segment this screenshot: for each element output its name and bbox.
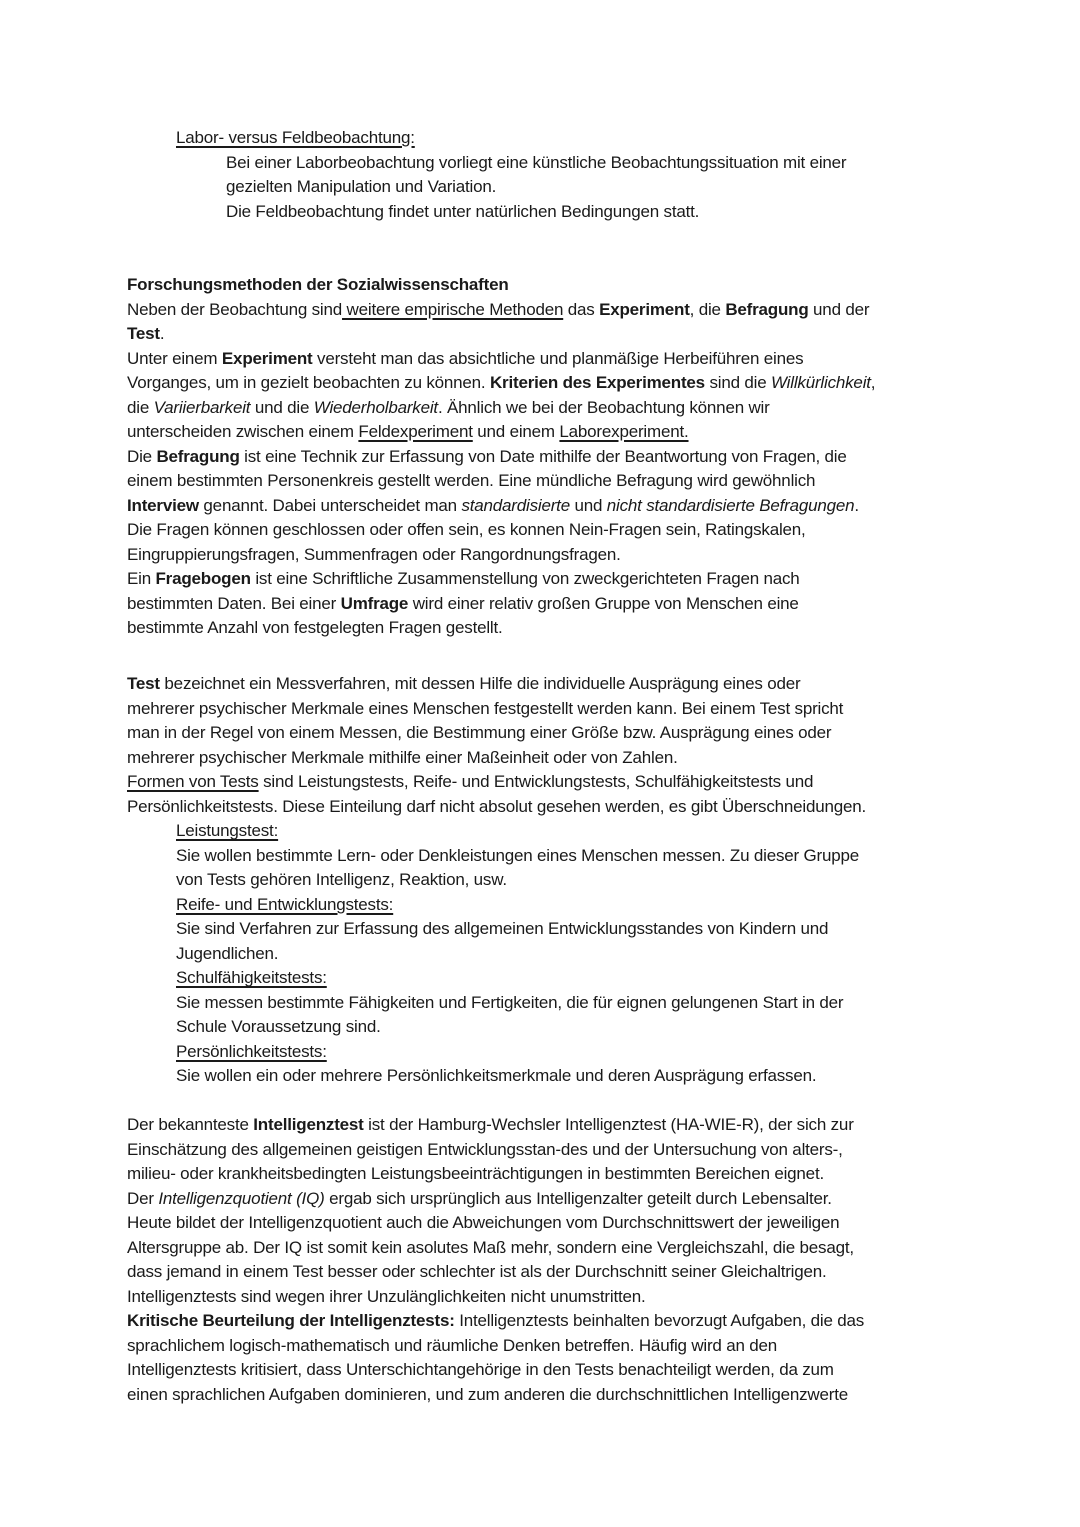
text-line [127, 616, 960, 641]
text-line [127, 592, 960, 617]
test-type-heading [176, 893, 960, 918]
bold-text: Kritische Beurteilung der Intelligenztests: [127, 1311, 455, 1331]
text-line [127, 697, 960, 722]
text-run: Eingruppierungsfragen, Summenfragen oder Rangordnungsfragen. [127, 544, 621, 564]
text-run: . [159, 324, 165, 343]
text-line [127, 567, 960, 592]
italic-text: nicht standardisierte Befragungen [606, 495, 855, 515]
text-run: Sie wollen ein oder mehrere Persönlichkeitsmerkmale und deren Ausprägung erfassen. [176, 1066, 817, 1086]
test-type-heading [176, 819, 960, 844]
text-run: Altersgruppe ab. Der IQ ist somit kein asolutes Maß mehr, sondern eine Vergleichszahl, die besagt, [127, 1237, 854, 1257]
text-run: und der [808, 299, 870, 319]
text-run: sind Leistungstests, Reife- und Entwicklungstests, Schulfähigkeitstests und [258, 772, 814, 792]
text-line [127, 746, 960, 771]
text-line [226, 200, 960, 225]
text-line [127, 518, 960, 543]
text-run: Neben der Beobachtung sind [127, 299, 343, 319]
text-run: Ein [127, 569, 156, 588]
text-run: und die [250, 397, 314, 417]
italic-text: standardisierte [461, 495, 570, 515]
text-run: Der [127, 1188, 159, 1208]
text-run: das [563, 299, 600, 319]
bold-text: Umfrage [340, 593, 409, 613]
text-line [176, 844, 960, 869]
text-run: von Tests gehören Intelligenz, Reaktion, usw. [176, 870, 507, 890]
text-line [127, 469, 960, 494]
italic-text: Variierbarkeit [153, 397, 251, 417]
test-type-heading [176, 1040, 960, 1065]
text-run: bestimmten Daten. Bei einer [127, 593, 341, 613]
text-run: Intelligenztests kritisiert, dass Unterschichtangehörige in den Tests benachteiligt werden, da zum [127, 1360, 834, 1380]
test-type-heading [176, 966, 960, 991]
underlined-text: Formen von Tests [127, 772, 259, 792]
text-line [127, 494, 960, 519]
italic-text: Intelligenzquotient (IQ) [158, 1188, 325, 1208]
text-run: . Ähnlich we bei der Beobachtung können wir [437, 397, 770, 417]
text-line [176, 991, 960, 1016]
text-line [127, 770, 960, 795]
section-heading [127, 273, 960, 298]
text-run: Vorganges, um in gezielt beobachten zu können. [127, 373, 490, 392]
text-line [176, 1064, 960, 1089]
text-line [127, 322, 960, 347]
text-run: genannt. Dabei unterscheidet man [198, 495, 462, 515]
text-line [127, 396, 960, 421]
text-run: Einschätzung des allgemeinen geistigen Entwicklungsstan-des und der Untersuchung von alters-, [127, 1139, 843, 1159]
text-run: dass jemand in einem Test besser oder schlechter ist als der Durchschnitt seiner Gleichaltrigen. [127, 1262, 827, 1282]
underlined-text: Reife- und Entwicklungstests: [176, 894, 394, 914]
text-run: Unter einem [127, 348, 222, 368]
text-run: einen sprachlichen Aufgaben dominieren, und zum anderen die durchschnittlichen Intelligenzwerte [127, 1384, 848, 1404]
underlined-text: weitere empirische Methoden [342, 299, 564, 319]
text-run: Sie wollen bestimmte Lern- oder Denkleistungen eines Menschen messen. Zu dieser Gruppe [176, 845, 859, 865]
text-line [127, 1334, 960, 1359]
text-line [127, 1260, 960, 1285]
text-line [127, 1285, 960, 1310]
text-run: Die [127, 446, 157, 466]
underlined-text: Leistungstest: [176, 821, 279, 841]
text-run: sprachlichem logisch-mathematisch und räumliche Denken betreffen. Häufig wird an den [127, 1335, 778, 1355]
text-line [127, 1309, 960, 1334]
text-line [127, 1187, 960, 1212]
text-run: Schule Voraussetzung sind. [176, 1017, 381, 1037]
text-line [127, 672, 960, 697]
text-line [127, 543, 960, 568]
underlined-text: Labor- versus Feldbeobachtung: [176, 128, 415, 147]
underlined-text: Feldexperiment [358, 422, 473, 441]
text-run: sind die [704, 373, 771, 392]
text-run: Die Feldbeobachtung findet unter natürlichen Bedingungen statt. [226, 201, 700, 221]
text-run: , [870, 373, 876, 392]
text-line [226, 175, 960, 200]
text-line [176, 868, 960, 893]
text-line [127, 347, 960, 372]
text-run: unterscheiden zwischen einem [127, 422, 359, 441]
text-line [127, 1138, 960, 1163]
text-line [127, 1383, 960, 1408]
text-line [127, 420, 960, 445]
text-line [127, 371, 960, 396]
underlined-text: Schulfähigkeitstests: [176, 968, 327, 988]
bold-text: Test [127, 674, 160, 694]
bold-text: Kriterien des Experimentes [489, 373, 705, 392]
bold-text: Experiment [599, 299, 690, 319]
bold-text: Test [127, 324, 160, 343]
text-run: ist der Hamburg-Wechsler Intelligenztest (HA-WIE-R), der sich zur [363, 1115, 854, 1135]
text-run: bestimmte Anzahl von festgelegten Fragen gestellt. [127, 618, 503, 637]
italic-text: Wiederholbarkeit [313, 397, 438, 417]
bold-text: Fragebogen [155, 569, 251, 588]
document-content [127, 126, 960, 1407]
text-line [226, 151, 960, 176]
text-line [127, 1236, 960, 1261]
text-run: versteht man das absichtliche und planmäßige Herbeiführen eines [312, 348, 804, 368]
italic-text: Willkürlichkeit [770, 373, 871, 392]
text-line [127, 298, 960, 323]
text-run: Sie sind Verfahren zur Erfassung des allgemeinen Entwicklungsstandes von Kindern und [176, 919, 829, 939]
text-run: bezeichnet ein Messverfahren, mit dessen Hilfe die individuelle Ausprägung eines oder [159, 674, 801, 694]
text-line [127, 795, 960, 820]
text-line [127, 1211, 960, 1236]
text-run: , die [689, 299, 726, 319]
text-line [127, 1162, 960, 1187]
text-run: Bei einer Laborbeobachtung vorliegt eine künstliche Beobachtungssituation mit einer [226, 152, 847, 172]
bold-text: Forschungsmethoden der Sozialwissenschaften [127, 275, 509, 294]
text-run: milieu- oder krankheitsbedingten Leistungsbeeinträchtigungen in bestimmten Bereichen eignet. [127, 1164, 824, 1184]
text-run: Intelligenztests beinhalten bevorzugt Aufgaben, die das [454, 1311, 865, 1331]
text-run: die [127, 397, 154, 417]
text-run: . [854, 495, 859, 515]
text-run: Heute bildet der Intelligenzquotient auch die Abweichungen vom Durchschnittswert der jeweiligen [127, 1213, 840, 1233]
bold-text: Intelligenztest [253, 1115, 364, 1135]
text-run: Persönlichkeitstests. Diese Einteilung darf nicht absolut gesehen werden, es gibt Überschneidungen. [127, 796, 867, 816]
text-run: ist eine Schriftliche Zusammenstellung von zweckgerichteten Fragen nach [250, 569, 800, 588]
text-line [127, 721, 960, 746]
bold-text: Befragung [725, 299, 809, 319]
text-run: einem bestimmten Personenkreis gestellt werden. Eine mündliche Befragung wird gewöhnlich [127, 471, 816, 490]
text-run: gezielten Manipulation und Variation. [226, 177, 497, 196]
text-run: mehrerer psychischer Merkmale mithilfe einer Maßeinheit oder von Zahlen. [127, 747, 678, 767]
text-run: ist eine Technik zur Erfassung von Date mithilfe der Beantwortung von Fragen, die [239, 446, 847, 466]
text-run: Intelligenztests sind wegen ihrer Unzulänglichkeiten nicht unumstritten. [127, 1286, 646, 1306]
text-run: Die Fragen können geschlossen oder offen sein, es konnen Nein-Fragen sein, Ratingskalen, [127, 520, 806, 539]
underlined-text: Laborexperiment. [559, 422, 689, 441]
text-run: man in der Regel von einem Messen, die Bestimmung einer Größe bzw. Ausprägung eines oder [127, 723, 832, 743]
text-run: mehrerer psychischer Merkmale eines Menschen festgestellt werden kann. Bei einem Test spricht [127, 698, 844, 718]
text-line [176, 942, 960, 967]
text-run: und einem [472, 422, 560, 441]
subsection-heading [176, 126, 960, 151]
bold-text: Interview [127, 495, 199, 515]
text-line [127, 1113, 960, 1138]
underlined-text: Persönlichkeitstests: [176, 1041, 327, 1061]
text-line [127, 445, 960, 470]
text-run: Der bekannteste [127, 1115, 254, 1135]
text-line [176, 1015, 960, 1040]
text-run: Sie messen bestimmte Fähigkeiten und Fertigkeiten, die für eignen gelungenen Start in der [176, 992, 844, 1012]
text-line [176, 917, 960, 942]
text-run: wird einer relativ großen Gruppe von Menschen eine [408, 593, 799, 613]
text-run: und [569, 495, 607, 515]
bold-text: Experiment [221, 348, 313, 368]
text-run: Jugendlichen. [176, 943, 279, 963]
text-run: ergab sich ursprünglich aus Intelligenzalter geteilt durch Lebensalter. [324, 1188, 832, 1208]
text-line [127, 1358, 960, 1383]
bold-text: Befragung [156, 446, 240, 466]
